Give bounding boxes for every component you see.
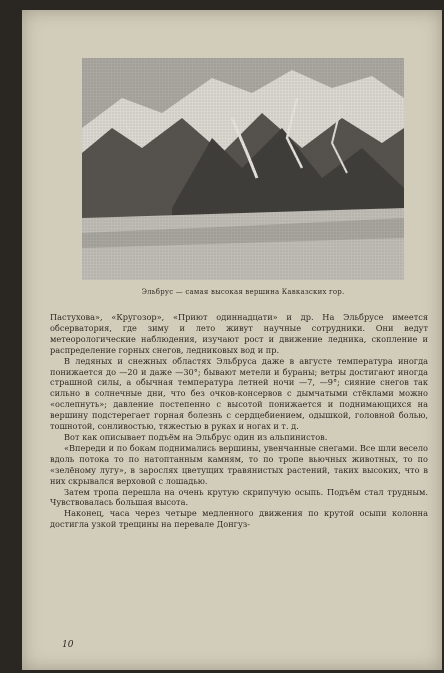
paragraph-6: Наконец, часа через четыре медленного движения по крутой осыпи колонна достигла узкой трещины на перевале Донгуз- <box>50 508 428 530</box>
book-page <box>22 10 442 670</box>
paragraph-2: В ледяных и снежных областях Эльбруса даже в августе температура иногда понижается до —20 и даже —30°; бывают метели и бураны; ветры достигают иногда страшной силы, а обычная температура летней ночи —7, —9°; сияние снегов так сильно в солнечные дни, что без очков-консервов с дымчатыми стёклами можно «ослепнуть»; давление постепенно с высотой понижается и поднимающихся на вершину подстерегает горная болезнь с сердцебиением, одышкой, головной болью, тошнотой, сонливостью, тяжестью в руках и ногах и т. д. <box>50 355 428 432</box>
page-number: 10 <box>62 640 74 650</box>
mountain-illustration <box>82 58 404 280</box>
photo-caption: Эльбрус — самая высокая вершина Кавказских гор. <box>141 288 345 296</box>
body-text <box>50 312 428 530</box>
elbrus-photo <box>82 58 404 280</box>
paragraph-1: Пастухова», «Кругозор», «Приют одиннадцати» и др. На Эльбрусе имеется обсерватория, где зиму и лето живут научные сотрудники. Они ведут метеорологические наблюдения, изучают рост и движение ледника, скопление и распределение горных снегов, ледниковых вод и пр. <box>50 312 428 355</box>
paragraph-4: «Впереди и по бокам поднимались вершины, увенчанные снегами. Все шли весело вдоль потока то по натоптанным камням, то по тропе вьючных животных, то по «зелёному лугу», в зарослях цветущих травянистых растений, таких высоких, что в них скрывался верховой с лошадью. <box>50 442 428 486</box>
paragraph-3: Вот как описывает подъём на Эльбрус один из альпинистов. <box>64 431 328 442</box>
paragraph-5: Затем тропа перешла на очень крутую скрипучую осыпь. Подъём стал трудным. Чувствовалась большая высота. <box>50 486 428 508</box>
